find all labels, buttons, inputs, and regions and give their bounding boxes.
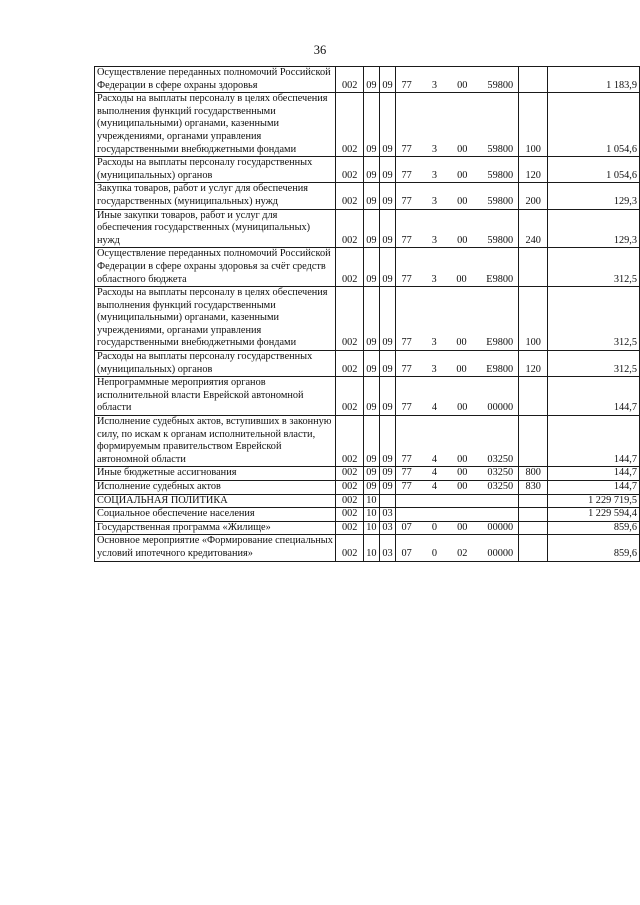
- cell-rz: 09: [364, 481, 379, 495]
- cell-rz: 09: [364, 248, 379, 287]
- target-article-part: 00: [457, 169, 468, 181]
- target-article-part: 00: [457, 79, 468, 91]
- row-name: Иные закупки товаров, работ и услуг для обеспечения государственных (муниципальных) нужд: [95, 209, 336, 248]
- cell-sum: 312,5: [548, 287, 640, 351]
- cell-target-article: [396, 481, 519, 495]
- cell-vr: 100: [519, 287, 548, 351]
- row-name: Социальное обеспечение населения: [95, 508, 336, 522]
- table-row: [95, 481, 640, 495]
- cell-rz: 10: [364, 508, 379, 522]
- row-name: Расходы на выплаты персоналу в целях обеспечения выполнения функций государственными (муниципальными) органами, казенными учреждениями, органами управления государственными внебюджетными фондами: [95, 93, 336, 157]
- target-article-part: 00: [457, 467, 468, 479]
- target-article-part: 77: [401, 273, 412, 285]
- cell-gr: 002: [336, 157, 364, 183]
- cell-vr: [519, 521, 548, 535]
- target-article-part: 03250: [487, 453, 514, 465]
- cell-pr: 09: [379, 377, 396, 416]
- cell-sum: 1 229 719,5: [548, 494, 640, 508]
- target-article-part: 77: [401, 481, 412, 492]
- cell-rz: 09: [364, 351, 379, 377]
- target-article-part: 59800: [487, 79, 514, 91]
- cell-pr: 03: [379, 508, 396, 522]
- cell-gr: 002: [336, 67, 364, 93]
- cell-gr: 002: [336, 183, 364, 209]
- cell-gr: 002: [336, 209, 364, 248]
- cell-vr: [519, 508, 548, 522]
- target-article-part: 3: [431, 169, 437, 181]
- cell-rz: 09: [364, 183, 379, 209]
- table-row: [95, 67, 640, 93]
- table-row: [95, 535, 640, 561]
- budget-table: [94, 66, 640, 562]
- cell-pr: [379, 494, 396, 508]
- row-name: Непрограммные мероприятия органов исполнительной власти Еврейской автономной области: [95, 377, 336, 416]
- row-name: Расходы на выплаты персоналу государственных (муниципальных) органов: [95, 157, 336, 183]
- cell-pr: 03: [379, 521, 396, 535]
- cell-rz: 09: [364, 93, 379, 157]
- cell-sum: 1 054,6: [548, 157, 640, 183]
- target-article-part: 00: [456, 273, 467, 285]
- cell-pr: 09: [379, 67, 396, 93]
- table-row: [95, 351, 640, 377]
- target-article-part: 00: [457, 481, 468, 492]
- target-article-part: 00: [456, 363, 467, 375]
- cell-pr: 09: [379, 93, 396, 157]
- cell-target-article: [396, 67, 519, 93]
- cell-sum: 144,7: [548, 481, 640, 495]
- cell-rz: 09: [364, 157, 379, 183]
- cell-sum: 312,5: [548, 248, 640, 287]
- cell-vr: [519, 535, 548, 561]
- target-article-code: [398, 235, 516, 248]
- target-article-part: 3: [431, 273, 437, 285]
- target-article-code: [398, 80, 516, 93]
- cell-target-article: [396, 535, 519, 561]
- target-article-part: 77: [401, 467, 412, 479]
- table-row: [95, 494, 640, 508]
- target-article-part: 03250: [487, 467, 514, 479]
- cell-gr: 002: [336, 93, 364, 157]
- cell-sum: 144,7: [548, 416, 640, 467]
- target-article-part: 77: [401, 143, 412, 155]
- table-row: [95, 416, 640, 467]
- cell-vr: [519, 416, 548, 467]
- target-article-part: 00: [457, 234, 468, 246]
- row-name: Осуществление переданных полномочий Российской Федерации в сфере охраны здоровья: [95, 67, 336, 93]
- cell-rz: 09: [364, 377, 379, 416]
- target-article-code: [398, 337, 516, 350]
- target-article-code: [398, 522, 516, 535]
- target-article-part: 4: [431, 467, 437, 479]
- cell-pr: 09: [379, 416, 396, 467]
- cell-target-article: [396, 183, 519, 209]
- cell-vr: [519, 248, 548, 287]
- cell-sum: 129,3: [548, 209, 640, 248]
- table-row: [95, 521, 640, 535]
- target-article-part: 02: [457, 547, 468, 559]
- table-row: [95, 508, 640, 522]
- cell-gr: 002: [336, 467, 364, 481]
- target-article-part: 0: [431, 547, 437, 559]
- cell-gr: 002: [336, 508, 364, 522]
- table-row: [95, 93, 640, 157]
- cell-vr: 120: [519, 351, 548, 377]
- cell-pr: 09: [379, 248, 396, 287]
- target-article-part: 00000: [487, 521, 514, 533]
- cell-vr: 240: [519, 209, 548, 248]
- target-article-part: 77: [401, 453, 412, 465]
- row-name: Расходы на выплаты персоналу государственных (муниципальных) органов: [95, 351, 336, 377]
- table-row: [95, 209, 640, 248]
- cell-rz: 09: [364, 467, 379, 481]
- cell-pr: 03: [379, 535, 396, 561]
- target-article-part: 4: [431, 453, 437, 465]
- target-article-part: 59800: [487, 169, 514, 181]
- target-article-code: [398, 467, 516, 480]
- target-article-part: 77: [401, 363, 412, 375]
- cell-gr: 002: [336, 494, 364, 508]
- target-article-part: 00: [457, 453, 468, 465]
- target-article-part: 3: [431, 143, 437, 155]
- target-article-code: [398, 144, 516, 157]
- target-article-part: 4: [431, 481, 437, 492]
- cell-vr: 120: [519, 157, 548, 183]
- cell-rz: 09: [364, 416, 379, 467]
- cell-rz: 10: [364, 535, 379, 561]
- target-article-code: [398, 548, 516, 561]
- cell-sum: 144,7: [548, 467, 640, 481]
- target-article-part: 4: [431, 402, 437, 414]
- target-article-part: 3: [431, 337, 437, 349]
- target-article-part: 0: [431, 521, 437, 533]
- cell-gr: 002: [336, 521, 364, 535]
- target-article-part: 77: [401, 79, 412, 91]
- cell-vr: 830: [519, 481, 548, 495]
- cell-rz: 09: [364, 209, 379, 248]
- target-article-code: [398, 454, 516, 467]
- row-name: Расходы на выплаты персоналу в целях обеспечения выполнения функций государственными (муниципальными) органами, казенными учреждениями, органами управления государственными внебюджетными фондами: [95, 287, 336, 351]
- cell-pr: 09: [379, 157, 396, 183]
- target-article-part: 3: [431, 79, 437, 91]
- cell-gr: 002: [336, 481, 364, 495]
- cell-target-article: [396, 93, 519, 157]
- cell-target-article: [396, 351, 519, 377]
- target-article-part: 77: [401, 169, 412, 181]
- target-article-part: 3: [431, 363, 437, 375]
- cell-gr: 002: [336, 248, 364, 287]
- target-article-part: E9800: [486, 363, 514, 375]
- cell-target-article: [396, 248, 519, 287]
- row-name: Основное мероприятие «Формирование специальных условий ипотечного кредитования»: [95, 535, 336, 561]
- table-row: [95, 183, 640, 209]
- cell-target-article: [396, 287, 519, 351]
- cell-target-article: [396, 377, 519, 416]
- cell-gr: 002: [336, 535, 364, 561]
- row-name: Закупка товаров, работ и услуг для обеспечения государственных (муниципальных) нужд: [95, 183, 336, 209]
- target-article-code: [398, 196, 516, 209]
- target-article-code: [398, 481, 516, 494]
- target-article-code: [398, 274, 516, 287]
- cell-vr: 800: [519, 467, 548, 481]
- table-row: [95, 248, 640, 287]
- cell-pr: 09: [379, 183, 396, 209]
- target-article-part: 00: [457, 143, 468, 155]
- target-article-part: 00: [457, 195, 468, 207]
- cell-gr: 002: [336, 287, 364, 351]
- cell-sum: 1 054,6: [548, 93, 640, 157]
- cell-target-article: [396, 508, 519, 522]
- row-name: Исполнение судебных актов: [95, 481, 336, 495]
- cell-pr: 09: [379, 481, 396, 495]
- target-article-part: 00: [457, 402, 468, 414]
- target-article-part: 00: [456, 337, 467, 349]
- target-article-code: [398, 364, 516, 377]
- cell-target-article: [396, 157, 519, 183]
- cell-target-article: [396, 494, 519, 508]
- cell-vr: [519, 67, 548, 93]
- cell-target-article: [396, 209, 519, 248]
- cell-target-article: [396, 521, 519, 535]
- page-number: 36: [313, 43, 327, 57]
- row-name: Иные бюджетные ассигнования: [95, 467, 336, 481]
- target-article-part: E9800: [486, 337, 514, 349]
- cell-target-article: [396, 416, 519, 467]
- table-row: [95, 157, 640, 183]
- target-article-part: 77: [401, 402, 412, 414]
- row-name: СОЦИАЛЬНАЯ ПОЛИТИКА: [95, 494, 336, 508]
- cell-sum: 144,7: [548, 377, 640, 416]
- target-article-part: E9800: [486, 273, 514, 285]
- cell-sum: 129,3: [548, 183, 640, 209]
- target-article-part: 00: [457, 521, 468, 533]
- target-article-part: 00000: [487, 547, 514, 559]
- target-article-part: 00000: [487, 402, 514, 414]
- cell-pr: 09: [379, 209, 396, 248]
- row-name: Исполнение судебных актов, вступивших в законную силу, по искам к органам исполнительной власти, формируемым правительством Еврейской автономной области: [95, 416, 336, 467]
- cell-sum: 1 183,9: [548, 67, 640, 93]
- target-article-part: 03250: [487, 481, 514, 492]
- cell-pr: 09: [379, 351, 396, 377]
- target-article-part: 59800: [487, 234, 514, 246]
- cell-sum: 312,5: [548, 351, 640, 377]
- table-row: [95, 377, 640, 416]
- target-article-part: 07: [401, 521, 412, 533]
- cell-sum: 859,6: [548, 521, 640, 535]
- cell-vr: [519, 377, 548, 416]
- target-article-part: 59800: [487, 143, 514, 155]
- cell-vr: 100: [519, 93, 548, 157]
- target-article-part: 07: [401, 547, 412, 559]
- cell-vr: [519, 494, 548, 508]
- cell-rz: 09: [364, 67, 379, 93]
- table-row: [95, 287, 640, 351]
- cell-rz: 10: [364, 521, 379, 535]
- cell-sum: 1 229 594,4: [548, 508, 640, 522]
- target-article-part: 77: [401, 234, 412, 246]
- cell-pr: 09: [379, 467, 396, 481]
- cell-rz: 09: [364, 287, 379, 351]
- cell-gr: 002: [336, 416, 364, 467]
- target-article-part: 3: [431, 195, 437, 207]
- row-name: Государственная программа «Жилище»: [95, 521, 336, 535]
- target-article-part: 3: [431, 234, 437, 246]
- target-article-code: [398, 170, 516, 183]
- cell-gr: 002: [336, 351, 364, 377]
- cell-rz: 10: [364, 494, 379, 508]
- cell-target-article: [396, 467, 519, 481]
- cell-pr: 09: [379, 287, 396, 351]
- table-body: [95, 67, 640, 562]
- cell-vr: 200: [519, 183, 548, 209]
- table-row: [95, 467, 640, 481]
- target-article-part: 77: [401, 195, 412, 207]
- cell-gr: 002: [336, 377, 364, 416]
- cell-sum: 859,6: [548, 535, 640, 561]
- target-article-part: 59800: [487, 195, 514, 207]
- row-name: Осуществление переданных полномочий Российской Федерации в сфере охраны здоровья за счёт средств областного бюджета: [95, 248, 336, 287]
- target-article-code: [398, 402, 516, 415]
- target-article-part: 77: [401, 337, 412, 349]
